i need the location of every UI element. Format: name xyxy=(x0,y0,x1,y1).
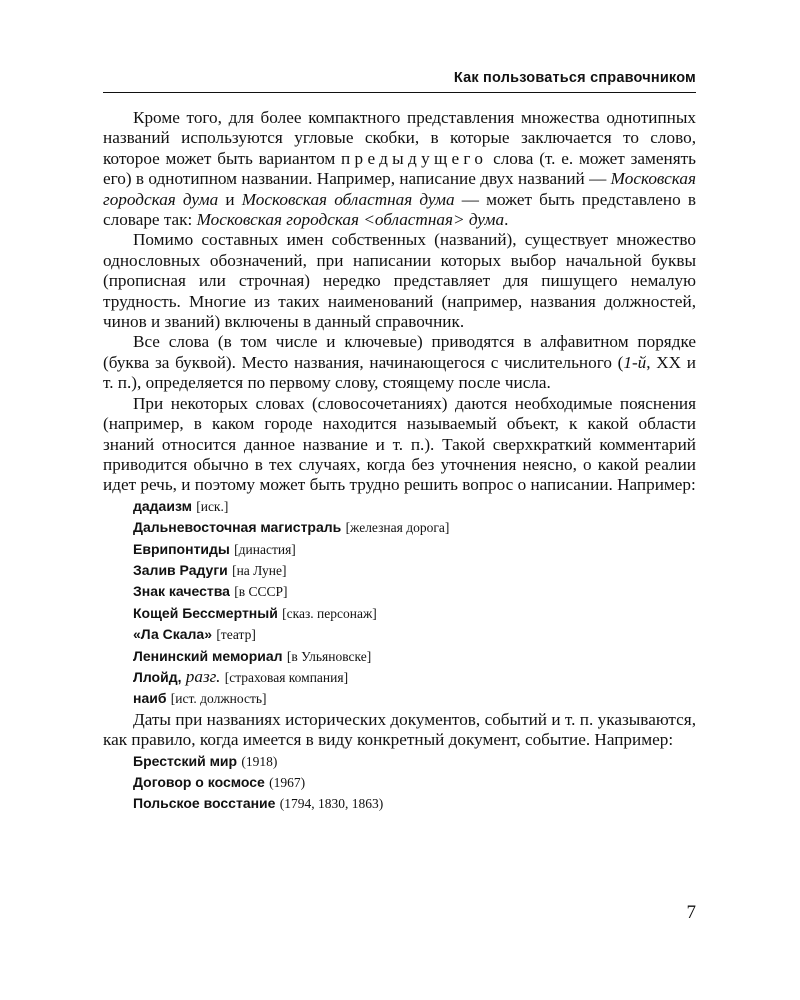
page-number: 7 xyxy=(686,902,696,923)
entry-term: наиб xyxy=(133,690,167,707)
list-item xyxy=(133,603,696,624)
entry-term: дадаизм xyxy=(133,497,192,514)
list-item xyxy=(133,751,696,772)
list-item xyxy=(133,772,696,793)
entry-note: (1967) xyxy=(269,775,306,790)
entry-term: «Ла Скала» xyxy=(133,626,213,643)
list-item xyxy=(133,793,696,814)
italic-example: Московская областная дума xyxy=(241,189,455,209)
paragraph-3: Все слова (в том числе и ключевые) приводятся в алфавитном порядке (буква за буквой). Место названия, начинающегося с числительного (1-й, XX и т. п.), определяется по первому слову, стоящему после числа. xyxy=(103,332,696,393)
example-list-1 xyxy=(103,496,696,710)
list-item xyxy=(133,517,696,538)
entry-term: Знак качества xyxy=(133,583,230,600)
paragraph-2: Помимо составных имен собственных (названий), существует множество однословных обозначений, при написании которых выбор начальной буквы (прописная или строчная) нередко представляет для пишущего немалую трудность. Многие из таких наименований (например, названия должностей, чинов и званий) включены в данный справочник. xyxy=(103,230,696,332)
entry-term: Ллойд, xyxy=(133,668,182,685)
entry-term: Залив Радуги xyxy=(133,561,228,578)
list-item xyxy=(133,646,696,667)
entry-term: Брестский мир xyxy=(133,752,238,769)
entry-note: [театр] xyxy=(216,627,256,643)
entry-note: [в СССР] xyxy=(234,584,288,600)
list-item xyxy=(133,581,696,602)
entry-term: Польское восстание xyxy=(133,795,276,812)
entry-term: Дальневосточная магистраль xyxy=(133,519,342,536)
entry-term: Ленинский мемориал xyxy=(133,647,283,664)
entry-note: [династия] xyxy=(234,541,296,557)
running-header: Как пользоваться справочником xyxy=(453,70,696,86)
list-item xyxy=(133,688,696,709)
entry-note: [в Ульяновске] xyxy=(286,648,372,664)
entry-term: Кощей Бессмертный xyxy=(133,604,278,621)
list-item xyxy=(133,560,696,581)
example-list-2 xyxy=(103,751,696,815)
entry-label: разг. xyxy=(185,666,221,686)
header-rule xyxy=(103,92,696,93)
entry-note: (1918) xyxy=(241,753,278,769)
entry-note: [иск.] xyxy=(196,498,229,514)
spaced-word: предыдущего xyxy=(341,148,488,168)
list-item xyxy=(133,539,696,560)
entry-note: (1794, 1830, 1863) xyxy=(279,796,384,812)
entry-term: Договор о космосе xyxy=(133,774,265,790)
entry-note: [ист. должность] xyxy=(170,691,267,707)
list-item xyxy=(133,496,696,517)
paragraph-5: Даты при названиях исторических документов, событий и т. п. указываются, как правило, когда имеется в виду конкретный документ, событие. Например: xyxy=(103,709,696,750)
entry-note: [на Луне] xyxy=(232,562,287,578)
paragraph-4: При некоторых словах (словосочетаниях) даются необходимые пояснения (например, в каком городе находится называемый объект, к какой области знаний относится данное название и т. п.). Такой сверхкраткий комментарий приводится обычно в тех случаях, когда без уточнения неясно, о какой реалии идет речь, и поэтому может быть трудно решить вопрос о написании. Например: xyxy=(103,393,696,495)
page-body xyxy=(103,108,696,815)
entry-term: Еврипонтиды xyxy=(133,540,230,557)
italic-example: Московская городская дума xyxy=(103,169,696,209)
list-item xyxy=(133,624,696,645)
italic-example: Московская городская <областная> дума xyxy=(196,210,505,230)
entry-note: [сказ. персонаж] xyxy=(282,605,377,621)
paragraph-1: Кроме того, для более компактного представления множества однотипных названий используются угловые скобки, в которые заключается то слово, которое может быть вариантом предыдущего слова (т. е. может заменять его) в однотипном названии. Например, написание двух названий — Московская городская дума и Московская областная дума — может быть представлено в словаре так: Московская городская <областная> дума. xyxy=(103,108,696,230)
italic-example: 1-й xyxy=(623,352,647,372)
list-item xyxy=(133,667,696,688)
entry-note: [страховая компания] xyxy=(224,669,349,685)
entry-note: [железная дорога] xyxy=(345,520,450,536)
